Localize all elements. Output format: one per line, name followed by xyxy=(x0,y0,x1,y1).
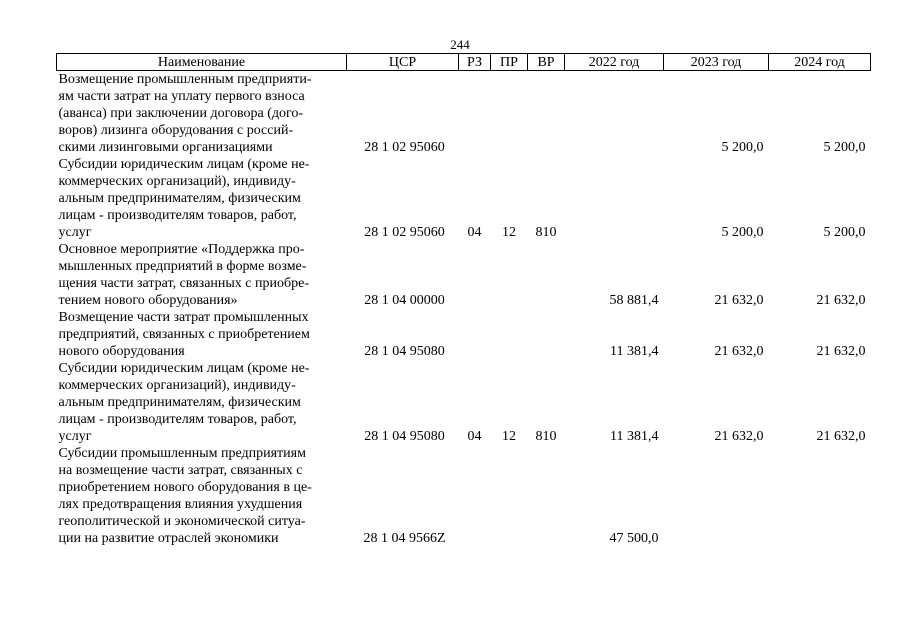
row-name-line: услуг xyxy=(58,429,92,444)
row-pr xyxy=(491,309,528,360)
row-name-line: нового оборудования xyxy=(58,344,185,359)
row-2022: 11 381,4 xyxy=(610,344,659,359)
row-rz: 04 xyxy=(467,225,482,240)
row-name-line: мышленных предприятий в форме возме- xyxy=(58,259,307,274)
row-pr xyxy=(491,445,528,547)
row-name-line: Возмещение части затрат промышленных xyxy=(58,310,309,325)
row-2023 xyxy=(664,445,769,547)
row-name-line: скими лизинговыми организациями xyxy=(58,140,273,155)
row-2024: 5 200,0 xyxy=(823,140,866,155)
row-pr xyxy=(491,71,528,157)
budget-table xyxy=(56,53,871,547)
row-vr xyxy=(528,309,565,360)
row-name xyxy=(57,309,347,360)
table-body xyxy=(57,71,871,548)
row-rz xyxy=(459,71,491,157)
header-rz: РЗ xyxy=(459,54,491,71)
row-vr xyxy=(528,71,565,157)
row-csr: 28 1 04 95080 xyxy=(364,344,445,359)
row-2024: 5 200,0 xyxy=(823,225,866,240)
table-row xyxy=(57,360,871,445)
header-csr: ЦСР xyxy=(347,54,459,71)
row-name-line: приобретением нового оборудования в це- xyxy=(58,480,312,495)
row-2022: 11 381,4 xyxy=(610,429,659,444)
row-name-line: Возмещение промышленным предприяти- xyxy=(58,72,312,87)
row-name-line: ям части затрат на уплату первого взноса xyxy=(58,89,305,104)
table-row xyxy=(57,71,871,157)
row-name xyxy=(57,360,347,445)
row-pr: 12 xyxy=(502,429,516,444)
row-name-line: воров) лизинга оборудования с россий- xyxy=(58,123,294,138)
row-name-line: лицам - производителям товаров, работ, xyxy=(58,208,297,223)
row-2023: 21 632,0 xyxy=(714,344,764,359)
row-2023: 21 632,0 xyxy=(714,429,764,444)
table-row xyxy=(57,241,871,309)
row-2023: 5 200,0 xyxy=(721,225,764,240)
row-pr xyxy=(491,241,528,309)
row-name-line: предприятий, связанных с приобретением xyxy=(58,327,310,342)
table-row xyxy=(57,445,871,547)
row-name xyxy=(57,241,347,309)
row-vr: 810 xyxy=(535,429,557,444)
row-2023: 5 200,0 xyxy=(721,140,764,155)
row-csr: 28 1 02 95060 xyxy=(364,140,445,155)
row-name-line: лях предотвращения влияния ухудшения xyxy=(58,497,303,512)
row-vr: 810 xyxy=(535,225,557,240)
row-vr xyxy=(528,445,565,547)
row-name xyxy=(57,445,347,547)
header-2022: 2022 год xyxy=(565,54,664,71)
row-name-line: Субсидии промышленным предприятиям xyxy=(58,446,306,461)
row-csr: 28 1 02 95060 xyxy=(364,225,445,240)
row-name-line: альным предпринимателям, физическим xyxy=(58,395,301,410)
row-name xyxy=(57,156,347,241)
row-name-line: коммерческих организаций), индивиду- xyxy=(58,174,296,189)
row-rz xyxy=(459,309,491,360)
row-rz xyxy=(459,445,491,547)
row-2022 xyxy=(565,71,664,157)
header-name: Наименование xyxy=(57,54,347,71)
table-row xyxy=(57,156,871,241)
row-rz xyxy=(459,241,491,309)
row-name-line: ции на развитие отраслей экономики xyxy=(58,531,279,546)
table-header xyxy=(57,54,871,71)
row-csr: 28 1 04 9566Z xyxy=(363,531,446,546)
row-name-line: геополитической и экономической ситуа- xyxy=(58,514,306,529)
header-row xyxy=(57,54,871,71)
header-pr: ПР xyxy=(491,54,528,71)
row-2023: 21 632,0 xyxy=(714,293,764,308)
table-row xyxy=(57,309,871,360)
header-vr: ВР xyxy=(528,54,565,71)
row-name-line: коммерческих организаций), индивиду- xyxy=(58,378,296,393)
row-name-line: щения части затрат, связанных с приобре- xyxy=(58,276,309,291)
row-2024: 21 632,0 xyxy=(816,344,866,359)
row-vr xyxy=(528,241,565,309)
header-2024: 2024 год xyxy=(769,54,871,71)
row-2022: 58 881,4 xyxy=(609,293,659,308)
row-2022 xyxy=(565,156,664,241)
row-name-line: Субсидии юридическим лицам (кроме не- xyxy=(58,157,310,172)
row-2024: 21 632,0 xyxy=(816,429,866,444)
page-number: 244 xyxy=(450,37,470,52)
row-name-line: лицам - производителям товаров, работ, xyxy=(58,412,297,427)
row-rz: 04 xyxy=(467,429,482,444)
row-2024 xyxy=(769,445,871,547)
row-csr: 28 1 04 95080 xyxy=(364,429,445,444)
row-2024: 21 632,0 xyxy=(816,293,866,308)
header-2023: 2023 год xyxy=(664,54,769,71)
row-name-line: на возмещение части затрат, связанных с xyxy=(58,463,303,478)
row-name-line: (аванса) при заключении договора (дого- xyxy=(58,106,304,121)
row-csr: 28 1 04 00000 xyxy=(364,293,445,308)
row-name-line: тением нового оборудования» xyxy=(58,293,238,308)
row-name-line: альным предпринимателям, физическим xyxy=(58,191,301,206)
row-name xyxy=(57,71,347,157)
row-name-line: услуг xyxy=(58,225,92,240)
row-name-line: Основное мероприятие «Поддержка про- xyxy=(58,242,305,257)
row-name-line: Субсидии юридическим лицам (кроме не- xyxy=(58,361,310,376)
row-2022: 47 500,0 xyxy=(609,531,659,546)
row-pr: 12 xyxy=(502,225,516,240)
